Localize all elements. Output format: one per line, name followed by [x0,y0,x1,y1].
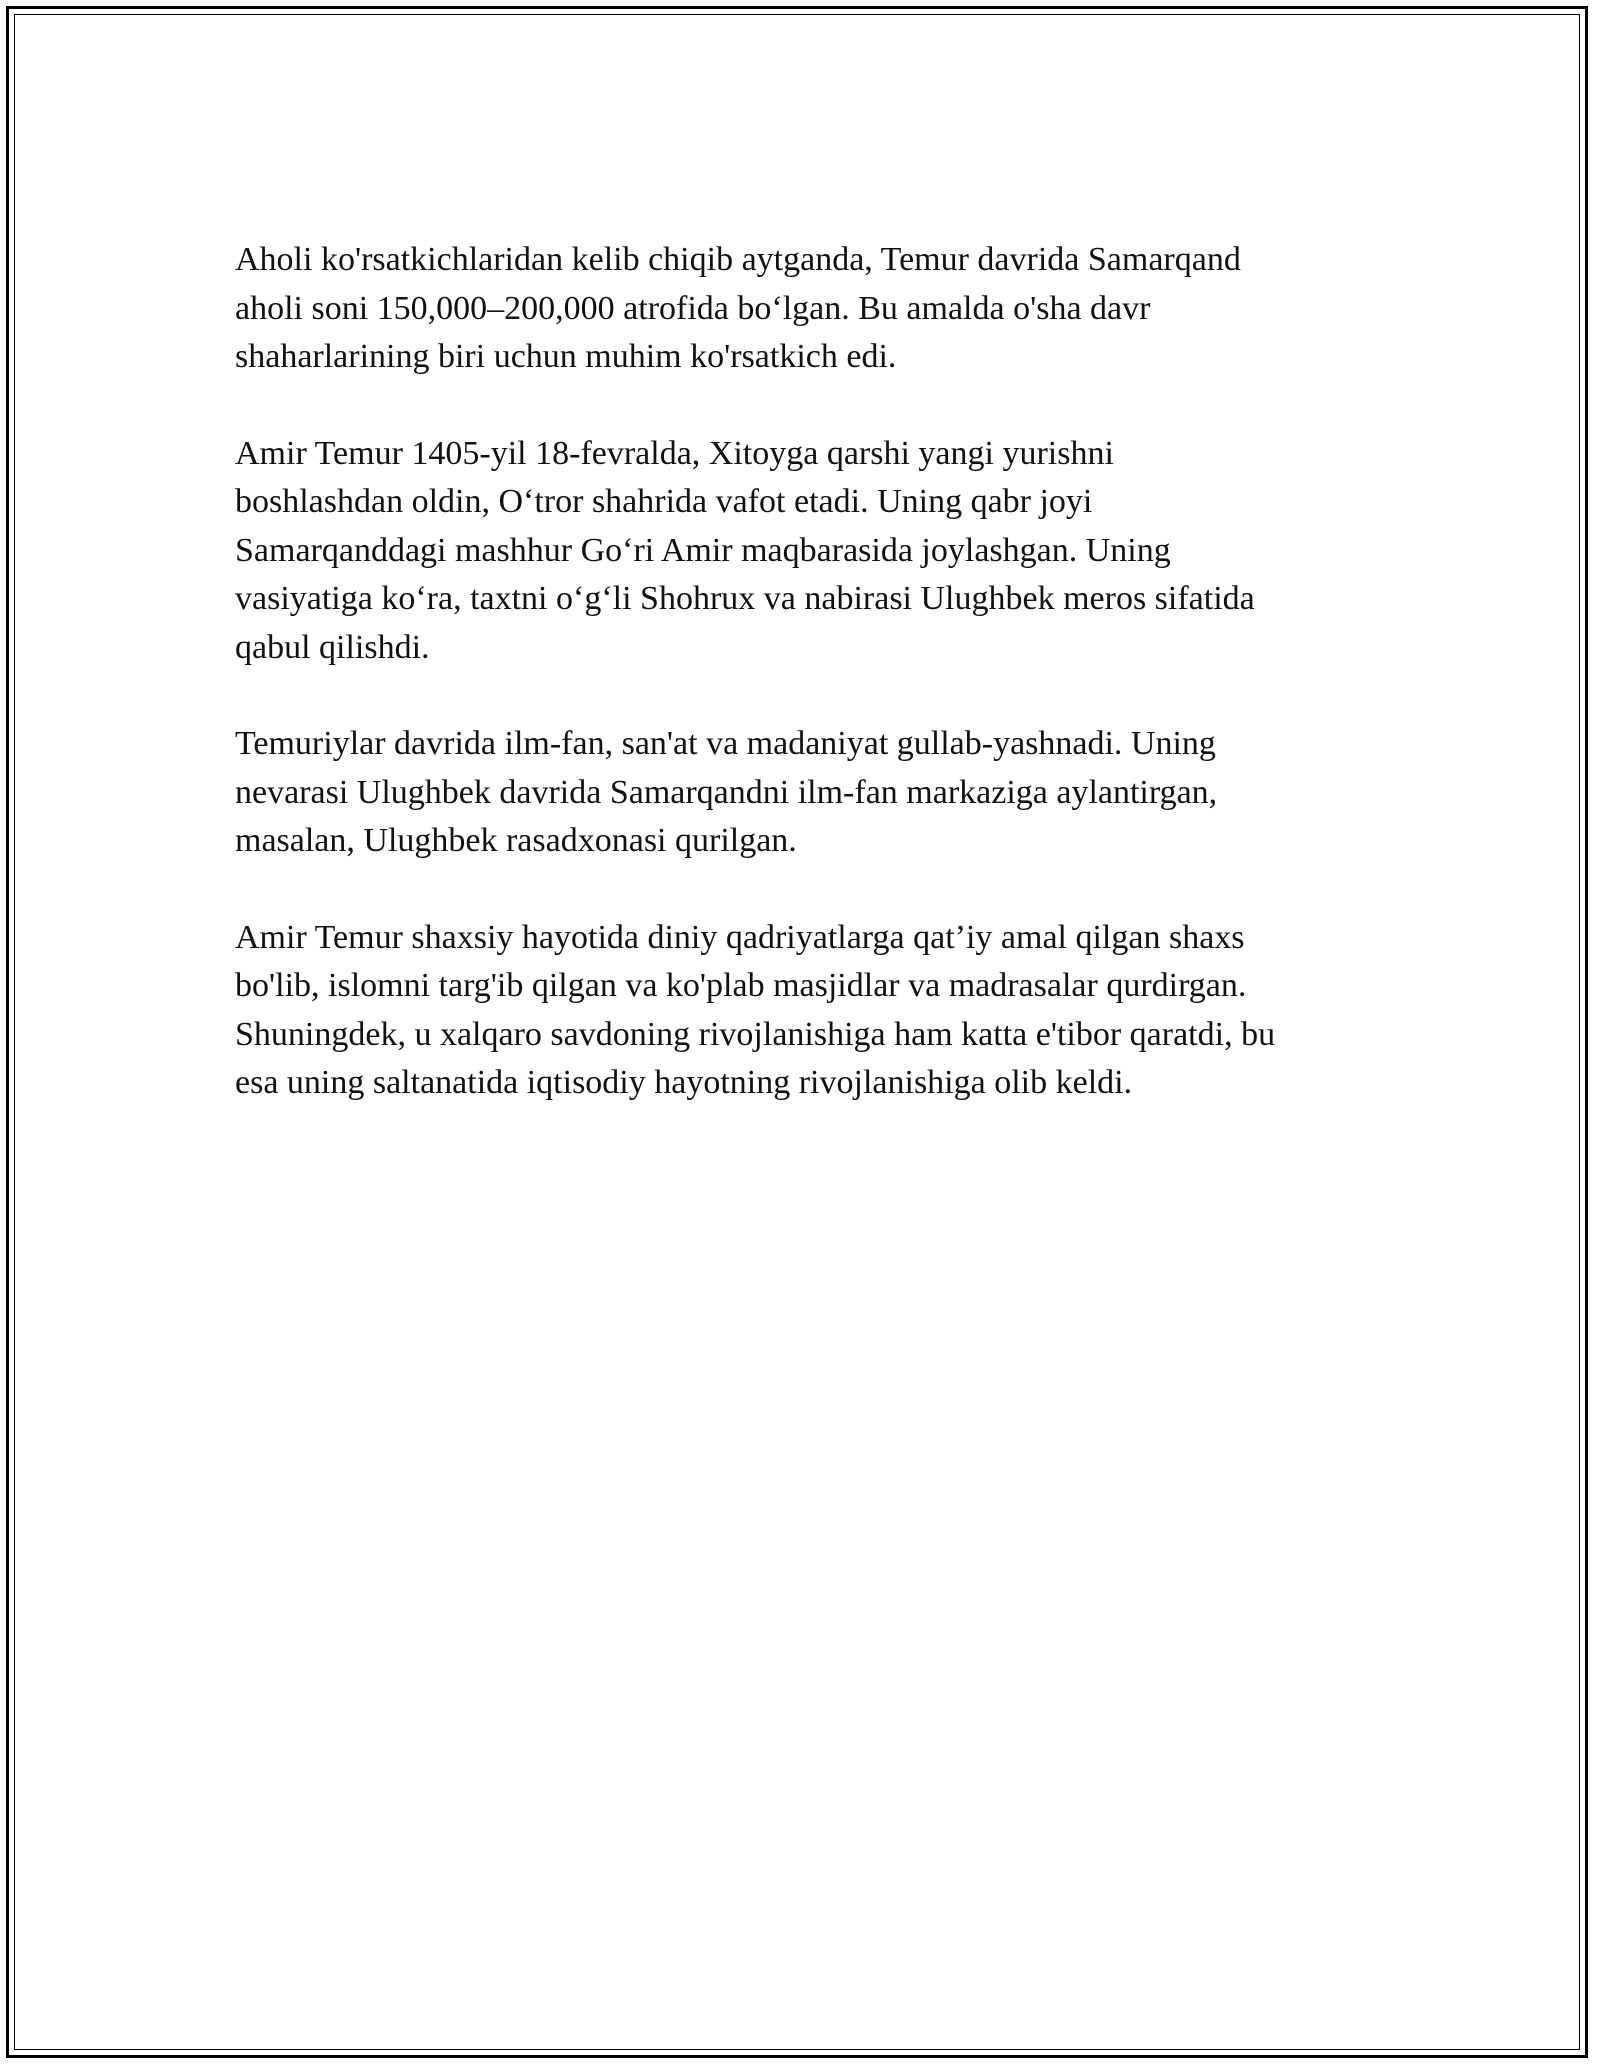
text-line: esa uning saltanatida iqtisodiy hayotning rivojlanishiga olib keldi. [235,1064,1133,1101]
paragraph-population [235,236,1375,382]
text-line: Amir Temur shaxsiy hayotida diniy qadriyatlarga qat’iy amal qilgan shaxs [235,918,1245,956]
text-line: nevarasi Ulughbek davrida Samarqandni ilm-fan markaziga aylantirgan, [235,773,1218,811]
text-line: Shuningdek, u xalqaro savdoning rivojlanishiga ham katta e'tibor qaratdi, bu [235,1015,1276,1053]
paragraph-personal-life [235,914,1375,1108]
text-line: shaharlarining biri uchun muhim ko'rsatkich edi. [235,338,897,375]
paragraph-timurid-culture [235,720,1375,866]
paragraph-death-and-succession [235,430,1375,673]
text-line: bo'lib, islomni targ'ib qilgan va ko'plab masjidlar va madrasalar qurdirgan. [235,967,1247,1004]
text-line: aholi soni 150,000–200,000 atrofida bo‘lgan. Bu amalda o'sha davr [235,289,1151,327]
text-line: Samarqanddagi mashhur Go‘ri Amir maqbarasida joylashgan. Uning [235,531,1171,569]
document-body [235,236,1375,1156]
text-line: masalan, Ulughbek rasadxonasi qurilgan. [235,822,797,859]
text-line: vasiyatiga ko‘ra, taxtni o‘g‘li Shohrux va nabirasi Ulughbek meros sifatida [235,580,1255,617]
text-line: boshlashdan oldin, O‘tror shahrida vafot etadi. Uning qabr joyi [235,483,1093,520]
text-line: Temuriylar davrida ilm-fan, san'at va madaniyat gullab-yashnadi. Uning [235,725,1216,762]
text-line: Aholi ko'rsatkichlaridan kelib chiqib aytganda, Temur davrida Samarqand [235,241,1241,278]
text-line: Amir Temur 1405-yil 18-fevralda, Xitoyga qarshi yangi yurishni [235,434,1114,472]
text-line: qabul qilishdi. [235,628,430,666]
